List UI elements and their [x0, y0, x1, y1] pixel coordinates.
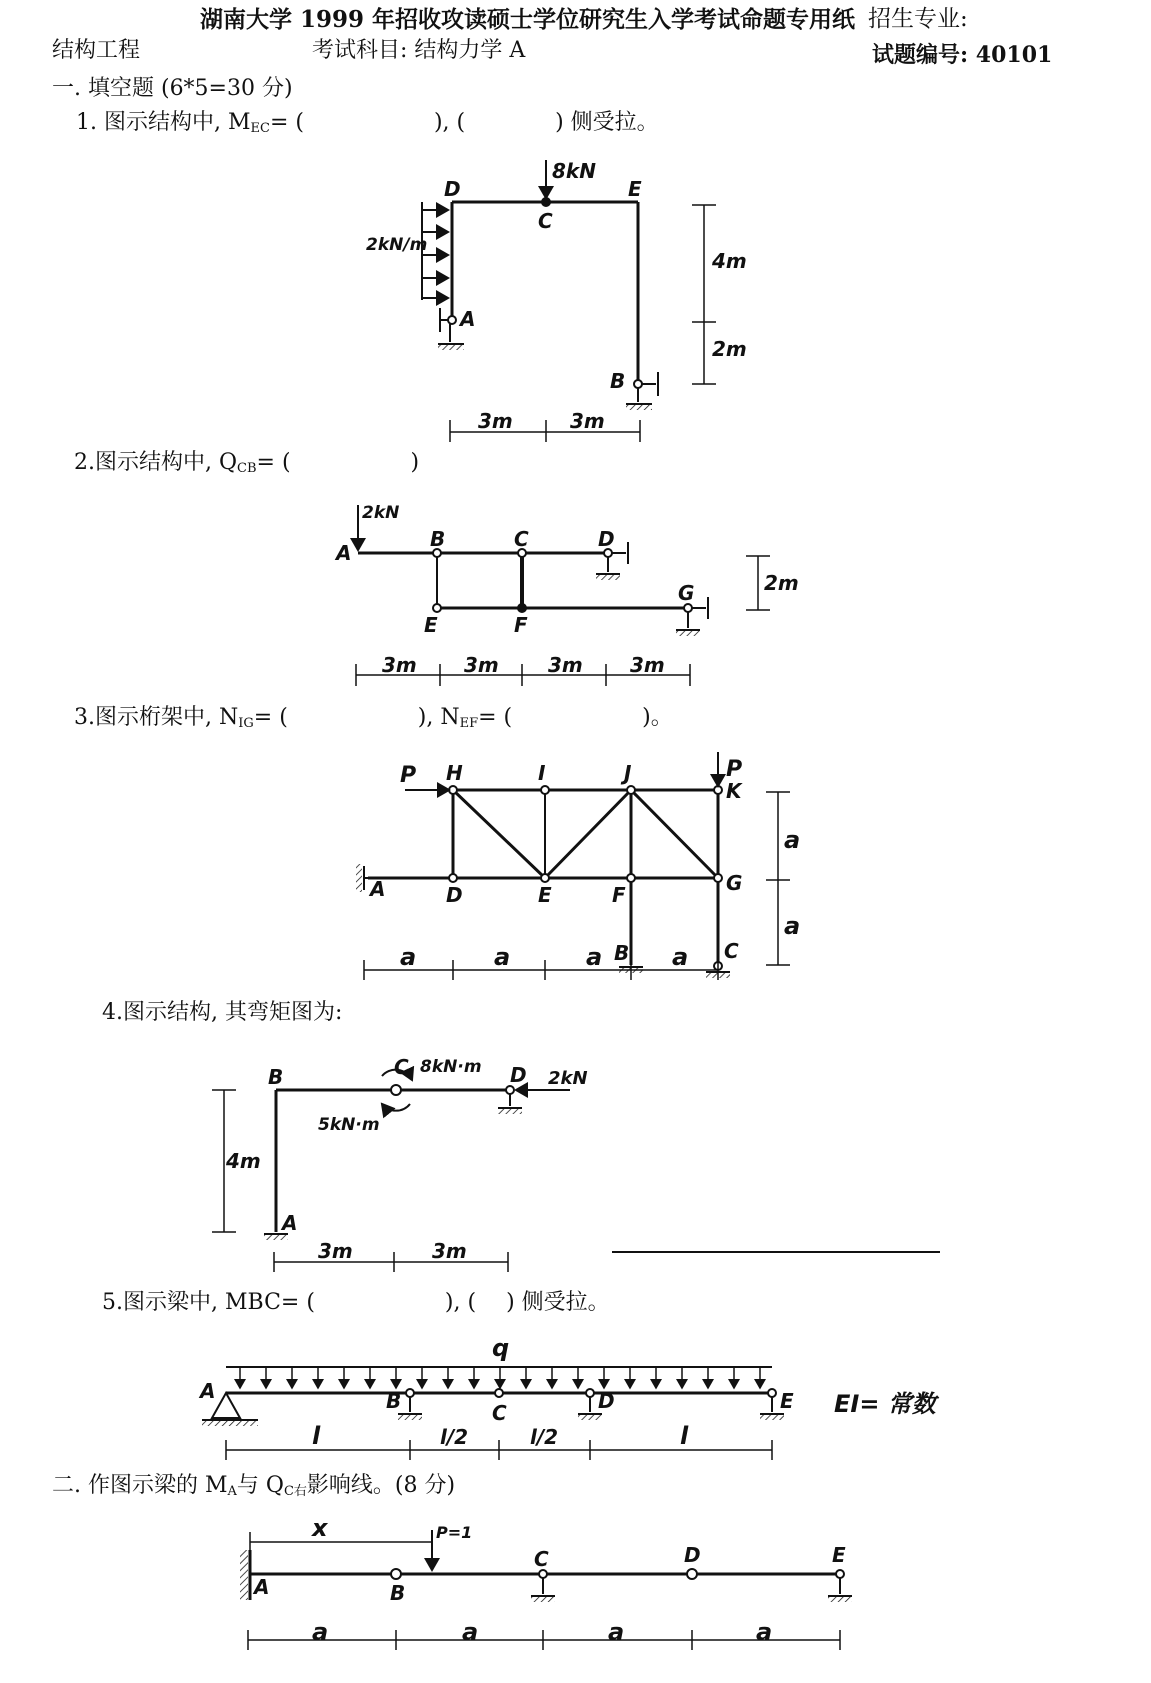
s2-sub2: C右 — [283, 1484, 307, 1499]
fig1-node-b: B — [610, 369, 626, 393]
q2-mid: = ( — [256, 450, 291, 475]
fig1-height-1: 4m — [712, 249, 747, 273]
q3-end: )。 — [642, 705, 673, 730]
fig5-node-e: E — [780, 1389, 794, 1413]
fig2-node-b: B — [430, 527, 446, 551]
fig2-node-c: C — [514, 527, 529, 551]
fig5-dim-2: l/2 — [440, 1425, 469, 1449]
fig1-node-d: D — [444, 177, 461, 201]
fig4-dim-1: 3m — [318, 1239, 353, 1263]
fig1-dim-2: 3m — [570, 409, 605, 433]
fig3-node-j: J — [624, 761, 632, 785]
exam-title: 湖南大学 1999 年招收攻读硕士学位研究生入学考试命题专用纸 — [200, 6, 856, 33]
fig4-node-d: D — [510, 1063, 527, 1087]
s2-mid: 与 Q — [236, 1473, 284, 1498]
fig3-node-d: D — [446, 883, 463, 907]
q1-mid: = ( — [269, 110, 304, 135]
fig1-node-c: C — [538, 209, 553, 233]
s2-sub: A — [227, 1484, 237, 1499]
fig5-node-b: B — [386, 1389, 402, 1413]
fig1-load-top: 8kN — [552, 159, 596, 183]
fig2-load: 2kN — [362, 503, 400, 523]
fig6-dim-2: a — [462, 1618, 479, 1646]
fig4-force: 2kN — [548, 1068, 588, 1089]
q3-sub2: EF — [459, 716, 479, 731]
fig1-height-2: 2m — [712, 337, 747, 361]
fig5-ei: EI= 常数 — [834, 1390, 936, 1418]
fig2-node-d: D — [598, 527, 615, 551]
fig3-load-h: P — [400, 763, 417, 788]
fig6-node-a: A — [254, 1575, 270, 1599]
fig3-node-h: H — [446, 761, 463, 785]
fig5-node-c: C — [492, 1401, 507, 1425]
fig6-p: P=1 — [436, 1523, 473, 1542]
fig3-node-c: C — [724, 939, 739, 963]
fig2-height: 2m — [764, 571, 799, 595]
q2-pre: 2.图示结构中, Q — [74, 450, 238, 475]
fig4-node-b: B — [268, 1065, 284, 1089]
fig6-dim-4: a — [756, 1618, 773, 1646]
q3-after: ), N — [417, 705, 460, 730]
fig6-dim-1: a — [312, 1618, 329, 1646]
fig2-node-g: G — [678, 581, 695, 605]
fig3-dim-2: a — [494, 943, 511, 971]
fig1-node-e: E — [628, 177, 642, 201]
q2-sub: CB — [237, 461, 257, 476]
q3-mid: = ( — [253, 705, 288, 730]
fig3-node-g: G — [726, 871, 743, 895]
fig3-node-a: A — [370, 877, 386, 901]
fig2-dim-3: 3m — [548, 653, 583, 677]
fig1-load-side: 2kN/m — [366, 235, 428, 255]
q5-pre: 5.图示梁中, MBC= ( — [102, 1290, 315, 1315]
fig3-dim-1: a — [400, 943, 417, 971]
q1-after: ), ( — [433, 110, 466, 135]
question-4: 4.图示结构, 其弯矩图为: — [102, 1000, 343, 1025]
fig4-moment-1: 8kN·m — [420, 1057, 482, 1077]
fig5-node-a: A — [200, 1379, 216, 1403]
fig4-moment-2: 5kN·m — [318, 1115, 380, 1135]
fig5-node-d: D — [598, 1389, 615, 1413]
fig6-node-c: C — [534, 1547, 549, 1571]
fig3-node-f: F — [612, 883, 626, 907]
fig3-dim-4: a — [672, 943, 689, 971]
figure-1-frame — [422, 160, 716, 442]
s2-end: 影响线。(8 分) — [306, 1473, 456, 1498]
fig1-node-a: A — [460, 307, 476, 331]
fig3-height-2: a — [784, 912, 801, 940]
q3-sub: IG — [238, 716, 254, 731]
fig6-dim-3: a — [608, 1618, 625, 1646]
fig2-dim-4: 3m — [630, 653, 665, 677]
fig6-node-d: D — [684, 1543, 701, 1567]
fig3-node-k: K — [726, 779, 742, 803]
fig3-height-1: a — [784, 826, 801, 854]
fig2-node-f: F — [514, 613, 528, 637]
fig2-dim-2: 3m — [464, 653, 499, 677]
fig3-node-i: I — [538, 761, 546, 785]
exam-subject: 考试科目: 结构力学 A — [312, 38, 526, 63]
fig5-dim-3: l/2 — [530, 1425, 559, 1449]
fig3-load-v: P — [726, 757, 743, 782]
q5-after: ), ( — [444, 1290, 477, 1315]
fig2-node-e: E — [424, 613, 438, 637]
fig6-node-b: B — [390, 1581, 406, 1605]
fig3-dim-3: a — [586, 943, 603, 971]
q2-end: ) — [410, 450, 420, 475]
q1-end: ) 侧受拉。 — [555, 110, 659, 135]
fig4-node-a: A — [282, 1211, 298, 1235]
q3-pre: 3.图示桁架中, N — [74, 705, 239, 730]
s2-pre: 二. 作图示梁的 M — [52, 1473, 228, 1498]
fig1-dim-1: 3m — [478, 409, 513, 433]
q1-pre: 1. 图示结构中, M — [76, 110, 251, 135]
exam-code: 试题编号: 40101 — [872, 42, 1053, 68]
major-value: 结构工程 — [52, 38, 141, 63]
fig4-node-c: C — [394, 1055, 409, 1079]
fig6-node-e: E — [832, 1543, 846, 1567]
major-label: 招生专业: — [868, 6, 968, 32]
q1-sub: EC — [250, 121, 270, 136]
section1-title: 一. 填空题 (6*5=30 分) — [52, 76, 293, 101]
fig5-dim-1: l — [312, 1422, 321, 1450]
fig2-dim-1: 3m — [382, 653, 417, 677]
q3-mid2: = ( — [478, 705, 513, 730]
fig2-node-a: A — [336, 541, 352, 565]
fig3-node-b: B — [614, 941, 630, 965]
fig5-dim-4: l — [680, 1422, 689, 1450]
fig5-load: q — [492, 1334, 510, 1362]
q5-end: ) 侧受拉。 — [506, 1290, 610, 1315]
fig6-x: x — [312, 1514, 328, 1542]
fig3-node-e: E — [538, 883, 552, 907]
fig4-dim-2: 3m — [432, 1239, 467, 1263]
fig4-height: 4m — [226, 1149, 261, 1173]
